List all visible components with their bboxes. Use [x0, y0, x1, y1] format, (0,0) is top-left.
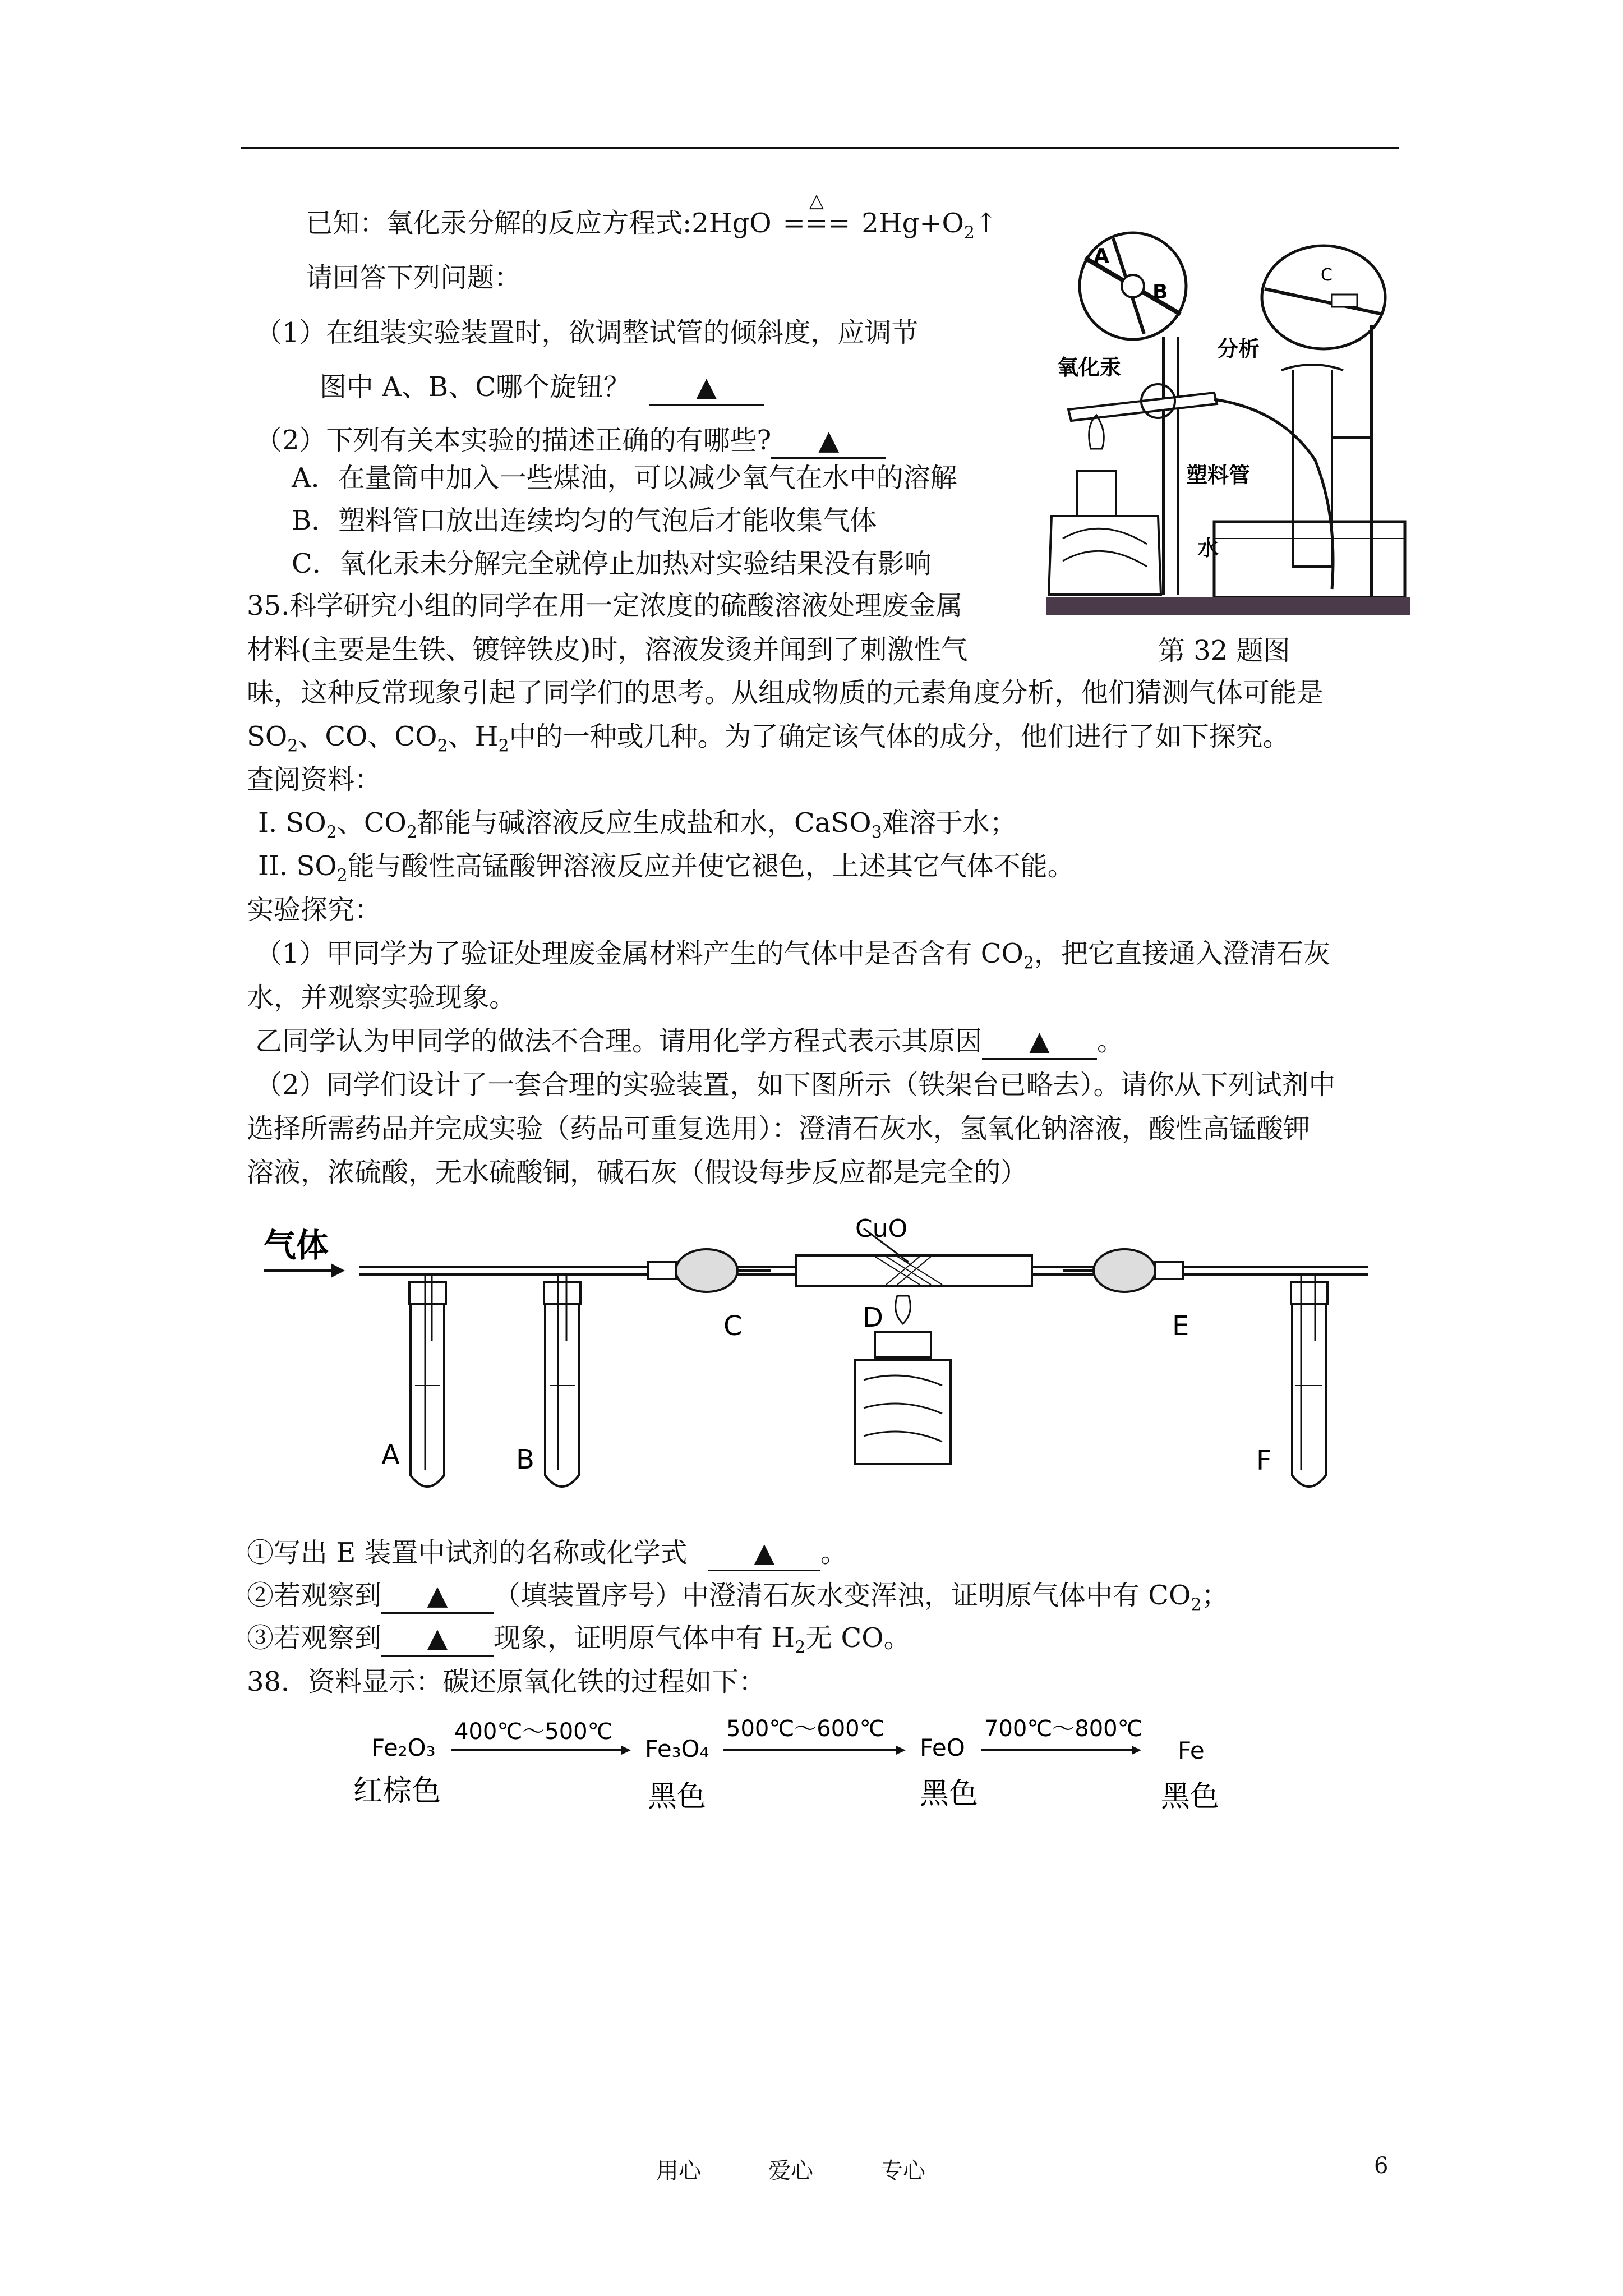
- q2-question: （2）下列有关本实验的描述正确的有哪些?: [255, 425, 772, 456]
- color-feo: 黑色: [920, 1777, 979, 1811]
- tube-f: [1291, 1274, 1327, 1487]
- species-fe: Fe: [1178, 1737, 1205, 1764]
- gas-arrowhead: [331, 1263, 345, 1278]
- plastic-tube: [1214, 399, 1333, 589]
- apparatus-label-d: D: [863, 1302, 883, 1333]
- sub: 2: [437, 736, 448, 756]
- water-trough: [1214, 522, 1405, 597]
- q2-option-c: C．氧化汞未分解完全就停止加热对实验结果没有影响: [292, 548, 932, 579]
- s3: [247, 1621, 911, 1665]
- s2-answer-blank[interactable]: ▲: [381, 1579, 494, 1614]
- p1-line2: 水，并观察实验现象。: [247, 982, 517, 1013]
- period: 。: [1097, 1025, 1124, 1057]
- ask-line: 请回答下列问题：: [306, 262, 522, 293]
- ref2-b: 能与酸性高锰酸钾溶液反应并使它褪色，上述其它气体不能。: [347, 850, 1075, 882]
- condition-1: 400℃～500℃: [454, 1719, 613, 1745]
- sub: 2: [1023, 953, 1034, 973]
- given-equation: [306, 190, 998, 250]
- ref1-d: 难溶于水；: [882, 807, 1017, 839]
- color-fe: 黑色: [1161, 1780, 1220, 1814]
- line4-rest: 中的一种或几种。为了确定该气体的成分，他们进行了如下探究。: [509, 721, 1290, 752]
- sub: 2: [336, 866, 348, 886]
- apparatus-label-b: B: [516, 1444, 534, 1475]
- fig32-label-hgo: 氧化汞: [1057, 355, 1122, 380]
- dryer-e: [1063, 1249, 1183, 1292]
- sub: 2: [287, 736, 298, 756]
- s2-a: ②若观察到: [247, 1580, 382, 1611]
- ref2-a: II. SO: [258, 850, 337, 882]
- co2-text: 、CO、CO: [298, 721, 437, 752]
- fig32-label-analysis: 分析: [1217, 337, 1260, 361]
- gas-label: 气体: [264, 1226, 329, 1264]
- s2: [247, 1579, 1228, 1622]
- footer-motto-2: 爱心: [768, 2158, 813, 2184]
- p1-answer-blank[interactable]: ▲: [982, 1024, 1097, 1060]
- s3-a: ③若观察到: [247, 1622, 382, 1654]
- fig32-label-tube: 塑料管: [1186, 463, 1251, 487]
- species-feo: FeO: [920, 1734, 965, 1761]
- header-rule: [241, 147, 1399, 149]
- equation-rhs: 2Hg+O: [861, 208, 964, 239]
- cylinder-rim: [1281, 365, 1343, 370]
- h2-text: 、H: [448, 721, 499, 752]
- p2-line1: （2）同学们设计了一套合理的实验装置，如下图所示（铁架台已略去）。请你从下列试剂中: [255, 1069, 1336, 1101]
- p1-line3: [255, 1024, 1124, 1060]
- dryer-c: [648, 1249, 771, 1292]
- p1-line1: [255, 937, 1330, 981]
- fig32-apparatus: [1046, 224, 1410, 623]
- gas-arrow: ↑: [974, 208, 998, 239]
- p2-line2: 选择所需药品并完成实验（药品可重复选用）：澄清石灰水，氢氧化钠溶液，酸性高锰酸钾: [247, 1113, 1311, 1144]
- fig32-label-water: 水: [1197, 536, 1219, 560]
- explore-title: 实验探究：: [247, 894, 382, 926]
- s1-text: ①写出 E 装置中试剂的名称或化学式: [247, 1537, 688, 1568]
- burner-neck: [1077, 471, 1116, 516]
- measuring-cylinder: [1293, 370, 1332, 567]
- apparatus-label-c: C: [723, 1310, 743, 1342]
- knob-c: [1332, 295, 1357, 307]
- q1-line1: （1）在组装实验装置时，欲调整试管的倾斜度，应调节: [255, 317, 919, 348]
- ref1-a: I. SO: [258, 807, 326, 839]
- s3-c: 无 CO。: [805, 1622, 911, 1654]
- condition-3: 700℃～800℃: [984, 1717, 1143, 1742]
- q2-line: [255, 424, 886, 459]
- q1-line2: [320, 370, 764, 406]
- clamp-arm: [1265, 289, 1382, 314]
- q35-line3: 味，这种反常现象引起了同学们的思考。从组成物质的元素角度分析，他们猜测气体可能是: [247, 677, 1324, 708]
- q35-line1: 35.科学研究小组的同学在用一定浓度的硫酸溶液处理废金属: [247, 590, 963, 622]
- s1: [247, 1536, 847, 1571]
- q35-line2: 材料(主要是生铁、镀锌铁皮)时，溶液发烫并闻到了刺激性气: [247, 634, 968, 665]
- q2-option-b: B．塑料管口放出连续均匀的气泡后才能收集气体: [292, 505, 877, 536]
- arrowhead-2: [896, 1746, 906, 1755]
- refs-title: 查阅资料：: [247, 764, 382, 795]
- iron-reduction-scheme: [353, 1717, 1279, 1829]
- sub: 2: [406, 822, 417, 843]
- footer-motto-1: 用心: [656, 2158, 701, 2184]
- ref1-c: 都能与碱溶液反应生成盐和水，CaSO: [417, 807, 872, 839]
- color-fe2o3: 红棕色: [353, 1774, 441, 1808]
- sub: 2: [795, 1637, 806, 1658]
- q35-line4: [247, 720, 1290, 763]
- apparatus-label-a: A: [381, 1439, 400, 1471]
- ref1-b: 、CO: [336, 807, 407, 839]
- p1-a: （1）甲同学为了验证处理废金属材料产生的气体中是否含有 CO: [255, 938, 1023, 969]
- q38-line: 38．资料显示：碳还原氧化铁的过程如下：: [247, 1666, 766, 1697]
- sub: 2: [1191, 1595, 1202, 1615]
- combustion-tube-d: [796, 1228, 1032, 1464]
- apparatus-label-f: F: [1256, 1445, 1272, 1476]
- sub: 2: [498, 736, 509, 756]
- arrowhead-3: [1132, 1746, 1141, 1755]
- p1-d: 乙同学认为甲同学的做法不合理。请用化学方程式表示其原因: [255, 1025, 983, 1057]
- s2-c: ；: [1201, 1580, 1229, 1611]
- species-fe2o3: Fe₂O₃: [371, 1734, 436, 1761]
- ref1: [258, 806, 1017, 850]
- period: 。: [820, 1537, 847, 1568]
- q2-answer-blank[interactable]: ▲: [771, 424, 886, 459]
- sub: 3: [871, 822, 882, 843]
- zoom-circle-c: [1262, 246, 1385, 349]
- page-number: 6: [1374, 2153, 1389, 2179]
- p1-b: ，把它直接通入澄清石灰: [1034, 938, 1330, 969]
- footer-motto-3: 专心: [880, 2158, 925, 2184]
- so2-text: SO: [247, 721, 288, 752]
- fig32-caption: 第 32 题图: [1158, 635, 1290, 666]
- fig32-label-a: A: [1094, 245, 1109, 268]
- gas-apparatus-diagram: [247, 1200, 1385, 1503]
- fig32-label-c: C: [1321, 265, 1332, 285]
- equation-arrow: ===: [782, 208, 851, 239]
- heat-symbol: △: [809, 190, 824, 212]
- s2-b: （填装置序号）中澄清石灰水变浑浊，证明原气体中有 CO: [494, 1580, 1191, 1611]
- arrowhead-1: [621, 1746, 631, 1755]
- knob-b: [1122, 275, 1144, 297]
- color-fe3o4: 黑色: [648, 1780, 707, 1814]
- tube-a: [409, 1274, 446, 1487]
- s1-answer-blank[interactable]: ▲: [708, 1536, 820, 1571]
- p2-line3: 溶液，浓硫酸，无水硫酸铜，碱石灰（假设每步反应都是完全的）: [247, 1157, 1028, 1188]
- flame: [1089, 415, 1104, 449]
- given-prefix: 已知：氧化汞分解的反应方程式:2HgO: [306, 208, 772, 239]
- cuo-label: CuO: [855, 1214, 908, 1243]
- apparatus-label-e: E: [1172, 1310, 1189, 1342]
- s3-b: 现象，证明原气体中有 H: [494, 1622, 795, 1654]
- species-fe3o4: Fe₃O₄: [645, 1735, 709, 1763]
- q1-question: 图中 A、B、C哪个旋钮？: [320, 371, 630, 403]
- sub: 2: [326, 822, 337, 843]
- tube-b: [544, 1274, 580, 1487]
- ref2: [258, 849, 1075, 893]
- fig32-label-b: B: [1152, 280, 1168, 303]
- q1-answer-blank[interactable]: ▲: [649, 370, 764, 406]
- condition-2: 500℃～600℃: [726, 1717, 885, 1742]
- q2-option-a: A．在量筒中加入一些煤油，可以减少氧气在水中的溶解: [292, 462, 957, 494]
- s3-answer-blank[interactable]: ▲: [381, 1621, 494, 1657]
- burner-body: [1049, 516, 1161, 595]
- equation-rhs-subscript: 2: [963, 223, 975, 243]
- base-board: [1046, 597, 1410, 615]
